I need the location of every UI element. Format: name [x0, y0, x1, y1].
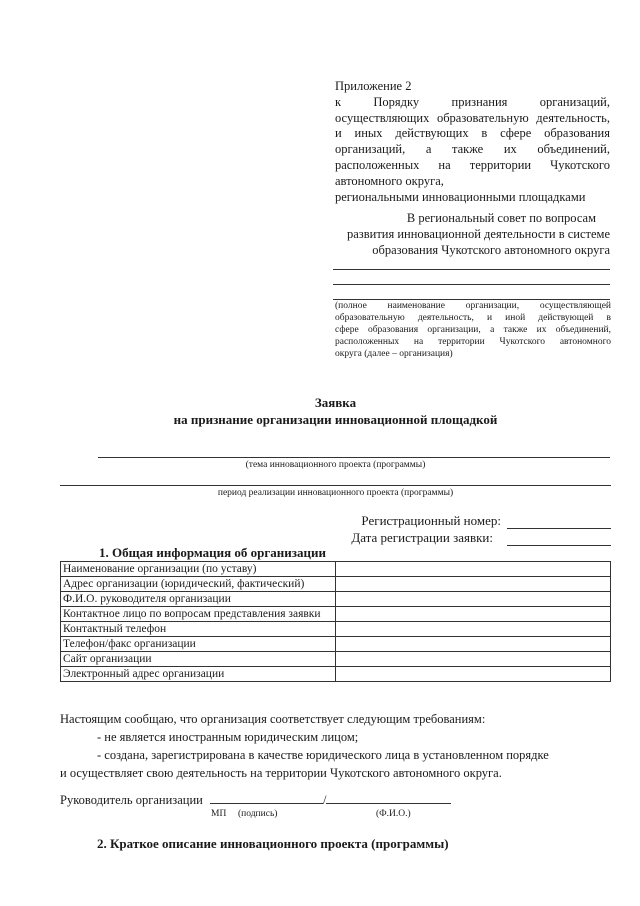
table-row — [61, 592, 611, 607]
org-info-table — [60, 561, 611, 682]
appendix-line: региональными инновационными площадками — [335, 189, 586, 204]
declaration-item: - создана, зарегистрирована в качестве юридического лица в установленном порядке — [97, 748, 549, 762]
project-period-line[interactable] — [60, 485, 611, 486]
row-value-cell[interactable] — [336, 667, 611, 682]
row-value-cell[interactable] — [336, 577, 611, 592]
caption-line: образовательную деятельность, и иной действующей в — [335, 313, 611, 323]
section1-title: 1. Общая информация об организации — [99, 545, 326, 560]
row-value-cell[interactable] — [336, 562, 611, 577]
section2-title: 2. Краткое описание инновационного проекта (программы) — [97, 836, 449, 851]
table-row — [61, 622, 611, 637]
row-label: Наименование организации (по уставу) — [61, 562, 336, 577]
caption-line: (полное наименование организации, осуществляющей — [335, 301, 611, 311]
registration-block — [300, 512, 611, 546]
stamp-label: МП — [211, 809, 227, 819]
appendix-line: расположенных на территории Чукотского — [335, 157, 610, 172]
name-caption: (Ф.И.О.) — [376, 809, 411, 819]
row-value-cell[interactable] — [336, 637, 611, 652]
org-name-line[interactable] — [333, 284, 610, 285]
title-main: Заявка — [314, 395, 357, 410]
table-row — [61, 562, 611, 577]
project-topic-caption: (тема инновационного проекта (программы) — [245, 460, 426, 470]
row-label: Адрес организации (юридический, фактический) — [61, 577, 336, 592]
row-label: Электронный адрес организации — [61, 667, 336, 682]
row-value-cell[interactable] — [336, 607, 611, 622]
signature-label: Руководитель организации — [60, 793, 203, 807]
appendix-title: Приложение 2 — [335, 79, 412, 93]
registration-date-field[interactable] — [507, 533, 611, 546]
row-label: Сайт организации — [61, 652, 336, 667]
sign-caption: (подпись) — [238, 809, 278, 819]
org-caption — [335, 300, 611, 360]
name-field[interactable] — [326, 791, 451, 804]
signature-separator: / — [322, 793, 327, 807]
addressee-line: развития инновационной деятельности в системе — [347, 226, 610, 241]
caption-line: расположенных на территории Чукотского автономного — [335, 337, 611, 347]
addressee-line: образования Чукотского автономного округа — [372, 242, 610, 257]
appendix-line: организаций, а также их объединений, — [335, 142, 610, 157]
table-row — [61, 652, 611, 667]
page-title — [60, 394, 611, 428]
table-row — [61, 667, 611, 682]
registration-number-label: Регистрационный номер: — [361, 513, 501, 528]
row-value-cell[interactable] — [336, 592, 611, 607]
appendix-block — [335, 79, 610, 205]
caption-line: сфере образования организации, а также их объединений, — [335, 325, 611, 335]
row-label: Контактный телефон — [61, 622, 336, 637]
row-value-cell[interactable] — [336, 622, 611, 637]
table-row — [61, 607, 611, 622]
row-label: Телефон/факс организации — [61, 637, 336, 652]
declaration-item: - не является иностранным юридическим лицом; — [97, 730, 359, 744]
appendix-line: к Порядку признания организаций, — [335, 94, 610, 109]
table-row — [61, 577, 611, 592]
declaration-item: и осуществляет свою деятельность на территории Чукотского автономного округа. — [60, 766, 502, 780]
declaration-intro: Настоящим сообщаю, что организация соответствует следующим требованиям: — [60, 712, 486, 726]
row-label: Ф.И.О. руководителя организации — [61, 592, 336, 607]
declaration-block — [60, 710, 611, 782]
signature-field[interactable] — [210, 791, 323, 804]
appendix-line: и иных действующих в сфере образования — [335, 126, 610, 141]
row-label: Контактное лицо по вопросам представления заявки — [61, 607, 336, 622]
project-topic-line[interactable] — [98, 457, 610, 458]
title-sub: на признание организации инновационной площадкой — [173, 412, 498, 427]
appendix-line: осуществляющих образовательную деятельность, — [335, 110, 610, 125]
appendix-line: автономного округа, — [335, 173, 444, 188]
row-value-cell[interactable] — [336, 652, 611, 667]
registration-date-label: Дата регистрации заявки: — [351, 530, 493, 545]
org-name-line[interactable] — [333, 269, 610, 270]
registration-number-field[interactable] — [507, 516, 611, 529]
addressee-line: В региональный совет по вопросам — [406, 211, 596, 225]
addressee-block — [330, 211, 610, 258]
table-row — [61, 637, 611, 652]
project-period-caption: период реализации инновационного проекта (программы) — [217, 488, 454, 498]
signature-block — [60, 791, 611, 808]
caption-line: округа (далее – организация) — [335, 349, 453, 359]
